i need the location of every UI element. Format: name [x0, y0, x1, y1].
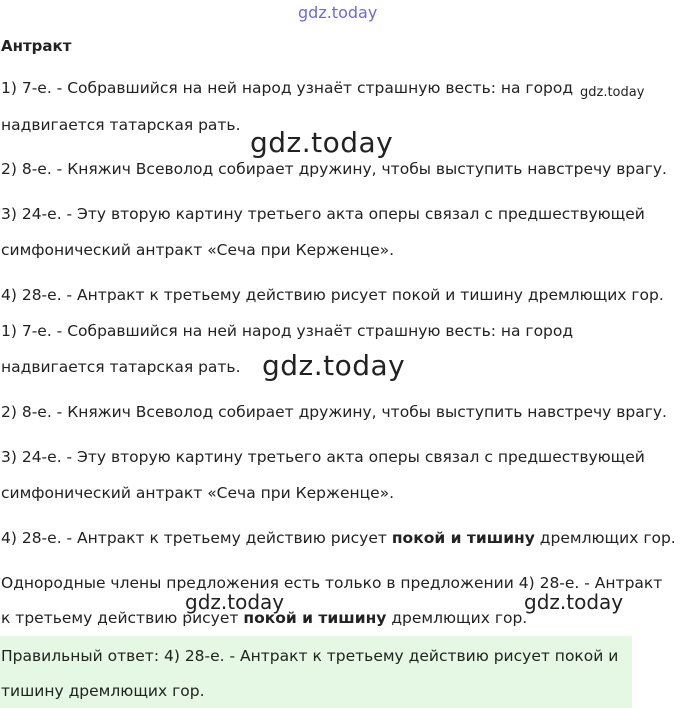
watermark-inline: gdz.today: [580, 85, 645, 100]
emphasis-text: покой и тишину: [243, 609, 387, 627]
section-heading: Антракт: [1, 37, 72, 55]
text-segment: 4) 28-е. - Антракт к третьему действию рисует: [1, 529, 392, 547]
text-line: надвигается татарская рать.: [1, 116, 241, 134]
watermark-large: gdz.today: [250, 126, 394, 159]
text-segment: дремлющих гор.: [534, 529, 676, 547]
text-line: 4) 28-е. - Антракт к третьему действию рисует покой и тишину дремлющих гор.: [1, 286, 664, 304]
text-segment: дремлющих гор.: [386, 609, 528, 627]
explanation-line: [1, 608, 527, 628]
text-line: 2) 8-е. - Княжич Всеволод собирает дружину, чтобы выступить навстречу врагу.: [1, 403, 667, 421]
text-line: 3) 24-е. - Эту вторую картину третьего акта оперы связал с предшествующей: [1, 205, 645, 223]
text-line: [1, 528, 676, 548]
watermark-large: gdz.today: [262, 349, 406, 382]
answer-line: тишину дремлющих гор.: [1, 682, 205, 700]
text-segment: к третьему действию рисует: [1, 609, 244, 627]
text-line: 2) 8-е. - Княжич Всеволод собирает дружину, чтобы выступить навстречу врагу.: [1, 160, 667, 178]
text-line: 1) 7-е. - Собравшийся на ней народ узнаёт страшную весть: на город: [1, 322, 574, 340]
watermark-medium: gdz.today: [185, 590, 285, 614]
answer-line: Правильный ответ: 4) 28-е. - Антракт к третьему действию рисует покой и: [1, 647, 619, 665]
text-line: 3) 24-е. - Эту вторую картину третьего акта оперы связал с предшествующей: [1, 448, 645, 466]
emphasis-text: покой и тишину: [391, 529, 535, 547]
watermark-top: gdz.today: [298, 3, 378, 22]
text-line: симфонический антракт «Сеча при Керженце».: [1, 484, 395, 502]
text-line: симфонический антракт «Сеча при Керженце».: [1, 241, 395, 259]
watermark-medium: gdz.today: [524, 590, 624, 614]
text-line: надвигается татарская рать.: [1, 358, 241, 376]
text-line: 1) 7-е. - Собравшийся на ней народ узнаёт страшную весть: на город: [1, 79, 574, 97]
explanation-line: Однородные члены предложения есть только в предложении 4) 28-е. - Антракт: [1, 574, 663, 592]
